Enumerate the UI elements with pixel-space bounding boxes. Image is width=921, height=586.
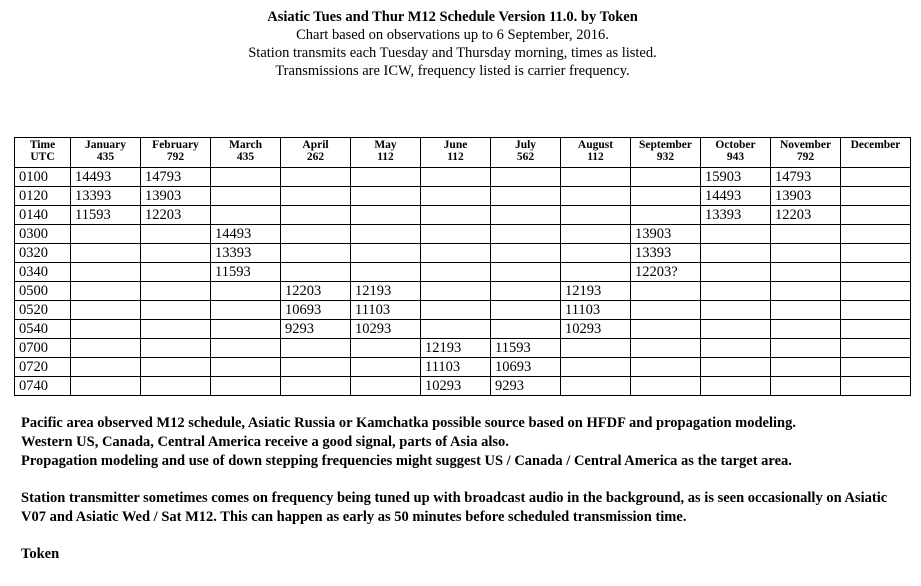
document-header: [0, 9, 905, 80]
frequency-cell: [841, 206, 911, 225]
frequency-cell: [701, 225, 771, 244]
frequency-cell: [421, 320, 491, 339]
frequency-cell: [631, 301, 701, 320]
column-header-label: February: [152, 139, 199, 151]
frequency-cell: [841, 377, 911, 396]
column-header: [71, 138, 141, 168]
column-header-label: November: [779, 139, 832, 151]
frequency-cell: [71, 320, 141, 339]
table-row: [15, 339, 911, 358]
frequency-cell: [631, 320, 701, 339]
frequency-cell: [631, 282, 701, 301]
frequency-cell: [491, 225, 561, 244]
frequency-cell: [491, 168, 561, 187]
frequency-cell: 12203: [771, 206, 841, 225]
time-cell: 0520: [15, 301, 71, 320]
column-header-sub: 112: [587, 151, 604, 163]
frequency-cell: [561, 339, 631, 358]
frequency-cell: [211, 339, 281, 358]
frequency-cell: [841, 263, 911, 282]
column-header: [561, 138, 631, 168]
frequency-cell: 13903: [631, 225, 701, 244]
frequency-cell: 14493: [701, 187, 771, 206]
column-header: [701, 138, 771, 168]
frequency-cell: [351, 168, 421, 187]
frequency-cell: [141, 301, 211, 320]
frequency-cell: [561, 358, 631, 377]
frequency-cell: [211, 358, 281, 377]
frequency-cell: 11593: [211, 263, 281, 282]
column-header-sub: 112: [377, 151, 394, 163]
frequency-cell: [561, 244, 631, 263]
time-cell: 0320: [15, 244, 71, 263]
frequency-cell: [351, 225, 421, 244]
column-header-sub: 792: [796, 151, 815, 163]
table-body: [15, 168, 911, 396]
table-row: [15, 168, 911, 187]
frequency-cell: [561, 187, 631, 206]
frequency-cell: [141, 244, 211, 263]
frequency-cell: [71, 225, 141, 244]
frequency-cell: [71, 263, 141, 282]
frequency-cell: [631, 168, 701, 187]
frequency-cell: 12193: [561, 282, 631, 301]
column-header-sub: 435: [96, 151, 115, 163]
frequency-cell: [71, 301, 141, 320]
frequency-cell: 12203?: [631, 263, 701, 282]
column-header-sub: UTC: [30, 151, 55, 163]
column-header-sub: 792: [166, 151, 185, 163]
frequency-cell: [631, 339, 701, 358]
frequency-cell: [771, 377, 841, 396]
frequency-cell: [841, 358, 911, 377]
time-cell: 0740: [15, 377, 71, 396]
column-header: [841, 138, 911, 168]
table-row: [15, 263, 911, 282]
frequency-cell: [491, 263, 561, 282]
column-header-label: October: [715, 139, 756, 151]
frequency-cell: [841, 282, 911, 301]
frequency-cell: [141, 339, 211, 358]
column-header-sub: 932: [656, 151, 675, 163]
column-header: [771, 138, 841, 168]
frequency-cell: [141, 358, 211, 377]
frequency-cell: [841, 168, 911, 187]
column-header: [281, 138, 351, 168]
frequency-cell: [351, 358, 421, 377]
frequency-cell: 13393: [631, 244, 701, 263]
header-line-2: Station transmits each Tuesday and Thursday morning, times as listed.: [248, 45, 657, 61]
signature: Token: [21, 546, 60, 562]
frequency-cell: [491, 244, 561, 263]
frequency-cell: 14493: [211, 225, 281, 244]
frequency-cell: [631, 358, 701, 377]
frequency-cell: 10293: [561, 320, 631, 339]
frequency-cell: [71, 339, 141, 358]
column-header: [631, 138, 701, 168]
frequency-cell: 13903: [141, 187, 211, 206]
time-cell: 0340: [15, 263, 71, 282]
table-row: [15, 187, 911, 206]
frequency-cell: [281, 206, 351, 225]
frequency-cell: [631, 187, 701, 206]
frequency-cell: [491, 320, 561, 339]
column-header-label: July: [514, 139, 537, 151]
note-paragraph-2: Station transmitter sometimes comes on frequency being tuned up with broadcast audio in the background, as is seen occasionally on Asiatic V07 and Asiatic Wed / Sat M12. This can happen as early as 50 minutes before scheduled transmission time.: [21, 490, 888, 525]
frequency-cell: [281, 187, 351, 206]
frequency-cell: [421, 225, 491, 244]
frequency-cell: [701, 244, 771, 263]
frequency-cell: 12203: [281, 282, 351, 301]
time-cell: 0700: [15, 339, 71, 358]
note-line-3: Propagation modeling and use of down stepping frequencies might suggest US / Canada / Central America as the target area.: [21, 453, 792, 469]
frequency-cell: 15903: [701, 168, 771, 187]
frequency-cell: [631, 377, 701, 396]
time-cell: 0500: [15, 282, 71, 301]
table-row: [15, 282, 911, 301]
column-header-sub: 943: [726, 151, 745, 163]
frequency-cell: [561, 377, 631, 396]
frequency-cell: [141, 225, 211, 244]
frequency-cell: [701, 282, 771, 301]
document-title: Asiatic Tues and Thur M12 Schedule Version 11.0. by Token: [267, 9, 638, 25]
column-header-label: April: [302, 139, 329, 151]
frequency-cell: [211, 206, 281, 225]
frequency-cell: [351, 206, 421, 225]
note-spacer: [21, 527, 911, 545]
time-cell: 0100: [15, 168, 71, 187]
frequency-cell: [771, 263, 841, 282]
frequency-cell: [841, 320, 911, 339]
column-header: [491, 138, 561, 168]
frequency-cell: [281, 244, 351, 263]
frequency-cell: [351, 377, 421, 396]
frequency-cell: [211, 187, 281, 206]
frequency-cell: [421, 244, 491, 263]
column-header-label: August: [577, 139, 614, 151]
frequency-cell: [491, 301, 561, 320]
frequency-cell: [421, 168, 491, 187]
frequency-cell: [71, 377, 141, 396]
frequency-cell: [701, 263, 771, 282]
frequency-cell: 11593: [491, 339, 561, 358]
frequency-cell: [141, 263, 211, 282]
frequency-cell: [211, 282, 281, 301]
frequency-cell: [491, 187, 561, 206]
header-line-3: Transmissions are ICW, frequency listed is carrier frequency.: [275, 63, 630, 79]
frequency-cell: 13903: [771, 187, 841, 206]
note-spacer: [21, 471, 911, 489]
frequency-cell: 10293: [351, 320, 421, 339]
frequency-cell: [771, 339, 841, 358]
frequency-cell: [211, 377, 281, 396]
frequency-cell: [561, 206, 631, 225]
frequency-cell: 10293: [421, 377, 491, 396]
table-row: [15, 320, 911, 339]
frequency-cell: 14493: [71, 168, 141, 187]
frequency-cell: [281, 377, 351, 396]
column-header: [15, 138, 71, 168]
frequency-cell: 12203: [141, 206, 211, 225]
column-header-sub: 562: [516, 151, 535, 163]
frequency-cell: 14793: [771, 168, 841, 187]
column-header-label: December: [850, 139, 901, 151]
frequency-cell: [701, 377, 771, 396]
time-cell: 0540: [15, 320, 71, 339]
table-row: [15, 377, 911, 396]
column-header: [141, 138, 211, 168]
frequency-cell: 10693: [491, 358, 561, 377]
frequency-cell: [771, 282, 841, 301]
frequency-cell: 13393: [71, 187, 141, 206]
column-header: [351, 138, 421, 168]
frequency-cell: [351, 339, 421, 358]
column-header-label: January: [85, 139, 126, 151]
frequency-cell: [141, 320, 211, 339]
time-cell: 0140: [15, 206, 71, 225]
frequency-cell: [771, 301, 841, 320]
frequency-cell: [281, 358, 351, 377]
note-line-2: Western US, Canada, Central America receive a good signal, parts of Asia also.: [21, 434, 509, 450]
frequency-cell: [491, 206, 561, 225]
time-cell: 0120: [15, 187, 71, 206]
frequency-cell: [561, 168, 631, 187]
time-cell: 0300: [15, 225, 71, 244]
frequency-cell: 10693: [281, 301, 351, 320]
frequency-cell: [771, 320, 841, 339]
frequency-cell: 11103: [351, 301, 421, 320]
frequency-cell: [771, 358, 841, 377]
frequency-cell: [141, 377, 211, 396]
frequency-cell: [841, 225, 911, 244]
frequency-cell: [71, 358, 141, 377]
frequency-cell: [421, 282, 491, 301]
frequency-cell: 9293: [491, 377, 561, 396]
frequency-cell: [421, 301, 491, 320]
notes-section: [21, 414, 911, 564]
column-header-label: September: [638, 139, 692, 151]
frequency-cell: [701, 301, 771, 320]
frequency-cell: [491, 282, 561, 301]
column-header-label: June: [443, 139, 468, 151]
time-cell: 0720: [15, 358, 71, 377]
frequency-cell: [141, 282, 211, 301]
frequency-cell: [281, 225, 351, 244]
column-header-label: May: [374, 139, 397, 151]
table-row: [15, 206, 911, 225]
frequency-cell: [701, 320, 771, 339]
column-header-label: Time: [29, 139, 56, 151]
column-header-label: March: [228, 139, 262, 151]
frequency-cell: [701, 358, 771, 377]
frequency-cell: [841, 187, 911, 206]
table-row: [15, 244, 911, 263]
table-row: [15, 225, 911, 244]
frequency-cell: 14793: [141, 168, 211, 187]
frequency-cell: [771, 244, 841, 263]
table-row: [15, 301, 911, 320]
table-row: [15, 358, 911, 377]
frequency-cell: [211, 301, 281, 320]
frequency-cell: [351, 187, 421, 206]
frequency-cell: 11103: [421, 358, 491, 377]
frequency-cell: [841, 301, 911, 320]
note-line-1: Pacific area observed M12 schedule, Asiatic Russia or Kamchatka possible source based on HFDF and propagation modeling.: [21, 415, 796, 431]
frequency-cell: [211, 320, 281, 339]
frequency-cell: [771, 225, 841, 244]
frequency-cell: [701, 339, 771, 358]
column-header: [421, 138, 491, 168]
frequency-cell: [211, 168, 281, 187]
frequency-cell: [841, 339, 911, 358]
frequency-cell: [561, 263, 631, 282]
table-header-row: [15, 138, 911, 168]
frequency-cell: [71, 282, 141, 301]
frequency-cell: 11103: [561, 301, 631, 320]
header-line-1: Chart based on observations up to 6 September, 2016.: [296, 27, 609, 43]
frequency-cell: 13393: [701, 206, 771, 225]
frequency-cell: [561, 225, 631, 244]
frequency-cell: [351, 244, 421, 263]
column-header-sub: 262: [306, 151, 325, 163]
column-header-sub: 112: [447, 151, 464, 163]
frequency-cell: [281, 263, 351, 282]
frequency-cell: [841, 244, 911, 263]
frequency-cell: [421, 187, 491, 206]
frequency-cell: [421, 206, 491, 225]
frequency-cell: 11593: [71, 206, 141, 225]
frequency-cell: [351, 263, 421, 282]
frequency-cell: [281, 339, 351, 358]
frequency-cell: [421, 263, 491, 282]
frequency-cell: 13393: [211, 244, 281, 263]
frequency-cell: [631, 206, 701, 225]
frequency-cell: [281, 168, 351, 187]
column-header-sub: 435: [236, 151, 255, 163]
column-header: [211, 138, 281, 168]
schedule-table: [14, 137, 911, 396]
frequency-cell: 12193: [421, 339, 491, 358]
frequency-cell: [71, 244, 141, 263]
frequency-cell: 9293: [281, 320, 351, 339]
frequency-cell: 12193: [351, 282, 421, 301]
